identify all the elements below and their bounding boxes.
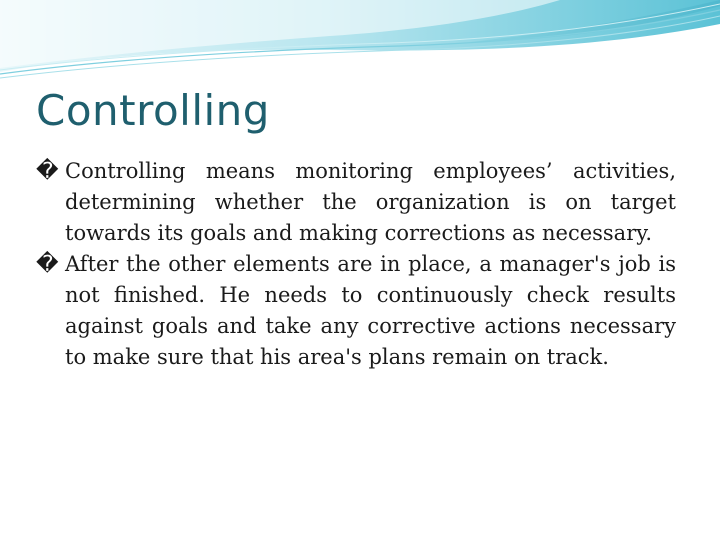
bullet-marker-icon: � — [36, 159, 59, 184]
slide-title: Controlling — [36, 86, 270, 135]
bullet-marker-icon: � — [36, 252, 59, 277]
bullet-text: Controlling means monitoring employees’ activities, determining whether the organization is on target towards its goals and making corrections as necessary. — [65, 159, 676, 245]
bullet-item — [36, 249, 676, 373]
bullet-text: After the other elements are in place, a manager's job is not finished. He needs to continuously check results against goals and take any corrective actions necessary to make sure that his area's plans remain on track. — [65, 252, 676, 369]
bullet-list — [36, 156, 676, 373]
header-wave-decoration — [0, 0, 720, 90]
bullet-item — [36, 156, 676, 249]
